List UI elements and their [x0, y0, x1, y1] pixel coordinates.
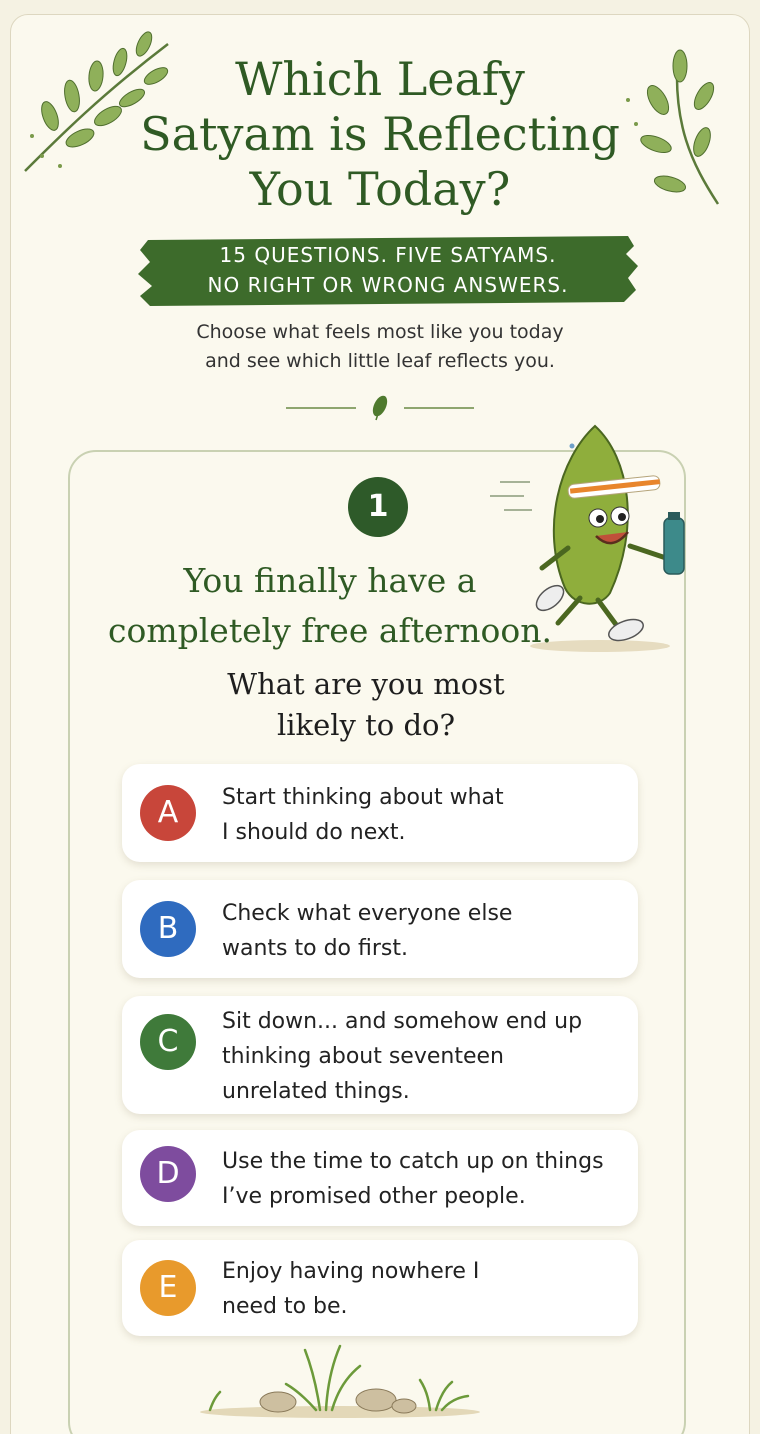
option-line: Use the time to catch up on things [222, 1149, 604, 1174]
leaf-divider-icon [280, 390, 480, 426]
question-text [90, 556, 570, 656]
prompt-line: likely to do? [276, 708, 456, 742]
option-letter-badge: B [140, 901, 196, 957]
option-letter-badge: A [140, 785, 196, 841]
option-line: need to be. [222, 1294, 348, 1319]
option-letter-badge: D [140, 1146, 196, 1202]
subtitle-line: and see which little leaf reflects you. [205, 350, 555, 372]
page-title [0, 52, 760, 217]
banner-line: NO RIGHT OR WRONG ANSWERS. [207, 273, 569, 297]
answer-option-d[interactable] [122, 1130, 638, 1226]
option-line: I’ve promised other people. [222, 1184, 526, 1209]
option-line: I should do next. [222, 820, 406, 845]
option-text [222, 780, 618, 850]
question-number: 1 [348, 477, 408, 537]
question-line: completely free afternoon. [107, 611, 553, 650]
option-line: Sit down... and somehow end up [222, 1009, 583, 1034]
banner-line: 15 QUESTIONS. FIVE SATYAMS. [219, 243, 557, 267]
title-line: Satyam is Reflecting [140, 107, 620, 161]
option-letter-badge: C [140, 1014, 196, 1070]
option-line: Start thinking about what [222, 785, 504, 810]
subtitle [0, 318, 760, 376]
prompt-line: What are you most [227, 667, 505, 701]
option-line: Check what everyone else [222, 901, 513, 926]
banner-text [138, 240, 638, 300]
answer-option-c[interactable] [122, 996, 638, 1114]
answer-option-a[interactable] [122, 764, 638, 862]
subtitle-line: Choose what feels most like you today [196, 321, 564, 343]
question-prompt [126, 664, 606, 746]
title-line: Which Leafy [235, 52, 525, 106]
option-line: thinking about seventeen [222, 1044, 504, 1069]
option-letter-badge: E [140, 1260, 196, 1316]
option-text [222, 1144, 618, 1214]
option-line: wants to do first. [222, 936, 408, 961]
option-text [222, 1254, 618, 1324]
title-line: You Today? [249, 162, 511, 216]
grass-ground-illustration [190, 1336, 490, 1420]
question-line: You finally have a [183, 561, 477, 600]
option-line: Enjoy having nowhere I [222, 1259, 480, 1284]
option-text [222, 896, 618, 966]
option-line: unrelated things. [222, 1079, 410, 1104]
answer-option-b[interactable] [122, 880, 638, 978]
option-text [222, 1004, 618, 1109]
answer-option-e[interactable] [122, 1240, 638, 1336]
